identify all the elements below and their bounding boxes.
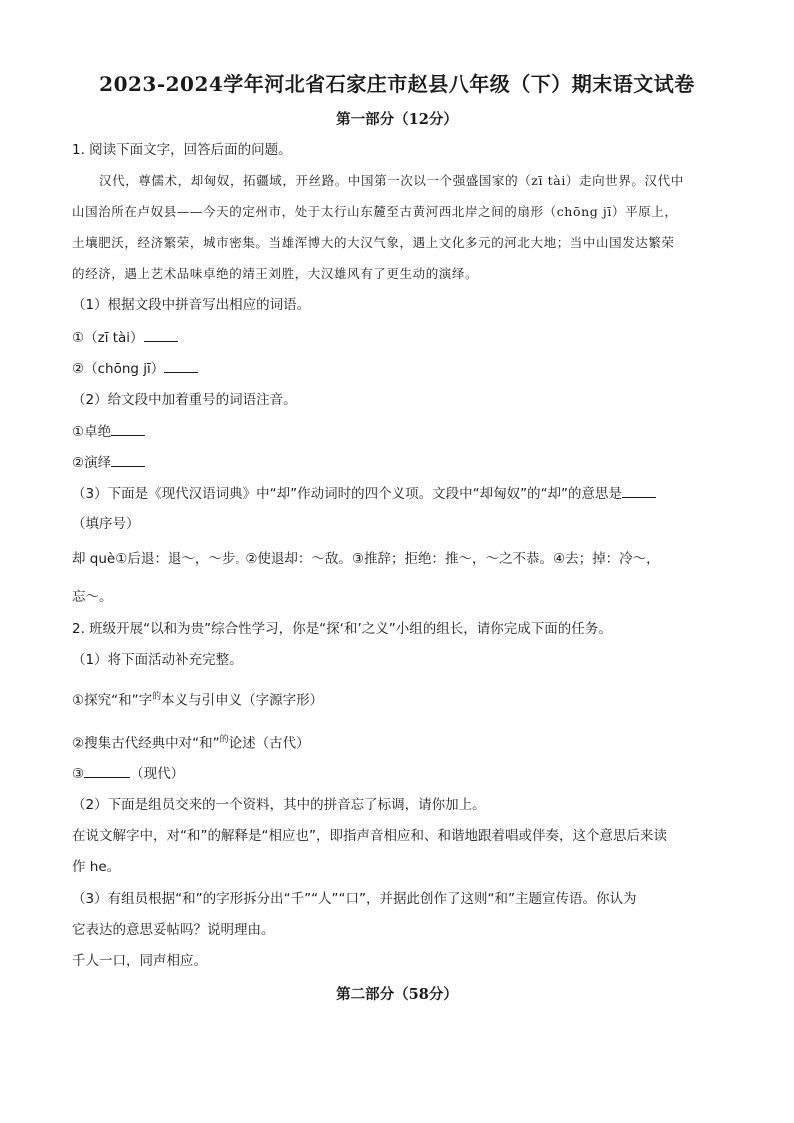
q2-sub2-text-line-2: 作 he。	[72, 859, 121, 875]
q1-passage-line-4: 的经济，遇上艺术品味卓绝的靖王刘胜，大汉雄风有了更生动的演绎。	[72, 266, 479, 281]
q1-sub2-item-b	[72, 452, 145, 473]
definition-text-a: 却 què①后退：退～，～步	[72, 551, 236, 567]
answer-blank[interactable]	[622, 483, 656, 498]
q1-sub2-item-b-label: ②演绎	[72, 455, 112, 471]
part-one-title: 第一部分（12分）	[336, 111, 458, 128]
answer-blank[interactable]	[164, 358, 198, 373]
activity-c-part-1: ③	[72, 766, 85, 782]
q2-activity-item-a	[72, 687, 323, 711]
q1-sub3-prompt-text: （3）下面是《现代汉语词典》中“却”作动词时的四个义项。文段中“却匈奴”的“却”的意思是	[72, 486, 623, 502]
activity-b-superscript: 的	[219, 735, 229, 745]
q1-sub1-item-b	[72, 358, 198, 379]
definition-period: 。	[235, 555, 246, 566]
q1-sub2-prompt: （2）给文段中加着重号的词语注音。	[72, 392, 297, 408]
q2-sub1-prompt: （1）将下面活动补充完整。	[72, 652, 243, 668]
q1-sub1-item-a-label: ①（zī tài）	[72, 330, 144, 346]
q2-sub3-prompt-line-2: 它表达的意思妥帖吗？说明理由。	[72, 922, 275, 938]
activity-a-part-1: ①探究“和”字	[72, 692, 153, 709]
part-two-title: 第二部分（58分）	[336, 986, 458, 1003]
q1-sub1-item-b-label: ②（chōng jī）	[72, 361, 165, 377]
q2-sub2-prompt: （2）下面是组员交来的一个资料，其中的拼音忘了标调，请你加上。	[72, 797, 486, 813]
q1-definition-line-1	[72, 549, 660, 571]
answer-blank[interactable]	[144, 327, 178, 342]
q2-slogan: 千人一口，同声相应。	[72, 953, 207, 969]
q1-definition-line-2: 忘～。	[72, 589, 113, 605]
q1-sub3-prompt	[72, 483, 656, 504]
q1-sub1-prompt: （1）根据文段中拼音写出相应的词语。	[72, 297, 311, 313]
activity-b-part-2: 论述（古代）	[228, 735, 310, 752]
activity-a-part-2: 本义与引申义（字源字形）	[161, 692, 324, 709]
q2-stem: 2. 班级开展“以和为贵”综合性学习，你是“探‘和’之义”小组的组长，请你完成下面的任务。	[72, 621, 612, 637]
q1-passage-line-1: 汉代，尊儒术，却匈奴，拓疆域，开丝路。中国第一次以一个强盛国家的（zī tài）走向世界。汉代中	[99, 173, 684, 188]
q2-sub3-prompt-line-1: （3）有组员根据“和”的字形拆分出“千”“人”“口”，并据此创作了这则“和”主题宣传语。你认为	[72, 891, 637, 907]
activity-c-part-2: （现代）	[130, 766, 185, 782]
q1-passage-line-3: 土壤肥沃，经济繁荣，城市密集。当雄浑博大的大汉气象，遇上文化多元的河北大地；当中山国发达繁荣	[72, 235, 675, 250]
activity-b-part-1: ②搜集古代经典中对“和”	[72, 735, 220, 752]
q2-activity-item-b	[72, 730, 310, 754]
q1-sub3-note: （填序号）	[72, 516, 140, 532]
answer-blank[interactable]	[111, 452, 145, 467]
q1-stem: 1. 阅读下面文字，回答后面的问题。	[72, 142, 292, 158]
document-title: 2023-2024学年河北省石家庄市赵县八年级（下）期末语文试卷	[99, 72, 695, 96]
q2-sub2-text-line-1: 在说文解字中，对“和”的解释是“相应也”，即指声音相应和、和谐地跟着唱或伴奏，这个意思后来读	[72, 828, 667, 844]
q2-activity-item-c	[72, 763, 184, 784]
definition-text-b: ②使退却：～敌。③推辞；拒绝：推～，～之不恭。④去；掉：冷～，	[245, 551, 660, 567]
q1-sub1-item-a	[72, 327, 178, 348]
q1-passage-line-2: 山国治所在卢奴县——今天的定州市，处于太行山东麓至古黄河西北岸之间的扇形（chōng jī）平原上，	[72, 204, 678, 219]
answer-blank[interactable]	[84, 763, 130, 778]
activity-a-superscript: 的	[152, 692, 162, 702]
q1-sub2-item-a	[72, 421, 145, 442]
q1-sub2-item-a-label: ①卓绝	[72, 424, 112, 440]
answer-blank[interactable]	[111, 421, 145, 436]
